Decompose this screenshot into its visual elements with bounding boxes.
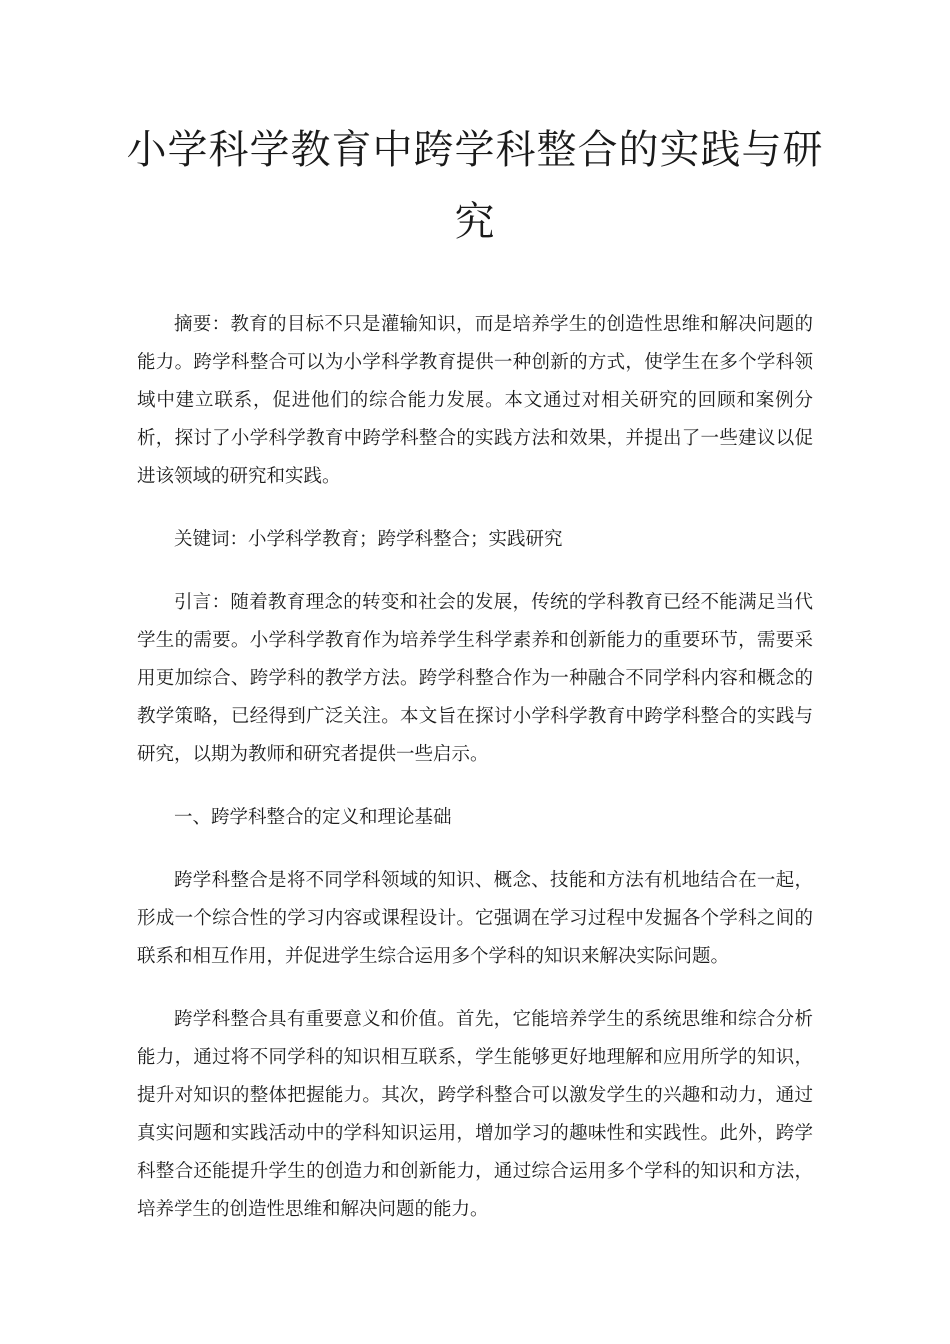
document-body — [137, 306, 813, 1254]
document-title: 小学科学教育中跨学科整合的实践与研究 — [126, 127, 824, 245]
keywords-paragraph: 关键词：小学科学教育；跨学科整合；实践研究 — [174, 529, 563, 550]
abstract-paragraph: 摘要：教育的目标不只是灌输知识，而是培养学生的创造性思维和解决问题的能力。跨学科整合可以为小学科学教育提供一种创新的方式，使学生在多个学科领域中建立联系，促进他们的综合能力发展。本文通过对相关研究的回顾和案例分析，探讨了小学科学教育中跨学科整合的实践方法和效果，并提出了一些建议以促进该领域的研究和实践。 — [137, 314, 813, 487]
introduction-paragraph: 引言：随着教育理念的转变和社会的发展，传统的学科教育已经不能满足当代学生的需要。小学科学教育作为培养学生科学素养和创新能力的重要环节，需要采用更加综合、跨学科的教学方法。跨学科整合作为一种融合不同学科内容和概念的教学策略，已经得到广泛关注。本文旨在探讨小学科学教育中跨学科整合的实践与研究，以期为教师和研究者提供一些启示。 — [137, 592, 813, 765]
body-paragraph: 跨学科整合是将不同学科领域的知识、概念、技能和方法有机地结合在一起，形成一个综合性的学习内容或课程设计。它强调在学习过程中发掘各个学科之间的联系和相互作用，并促进学生综合运用多个学科的知识来解决实际问题。 — [137, 870, 813, 967]
section-heading-1: 一、跨学科整合的定义和理论基础 — [174, 807, 452, 828]
body-paragraph: 跨学科整合具有重要意义和价值。首先，它能培养学生的系统思维和综合分析能力，通过将不同学科的知识相互联系，学生能够更好地理解和应用所学的知识，提升对知识的整体把握能力。其次，跨学科整合可以激发学生的兴趣和动力，通过真实问题和实践活动中的学科知识运用，增加学习的趣味性和实践性。此外，跨学科整合还能提升学生的创造力和创新能力，通过综合运用多个学科的知识和方法，培养学生的创造性思维和解决问题的能力。 — [137, 1009, 813, 1220]
